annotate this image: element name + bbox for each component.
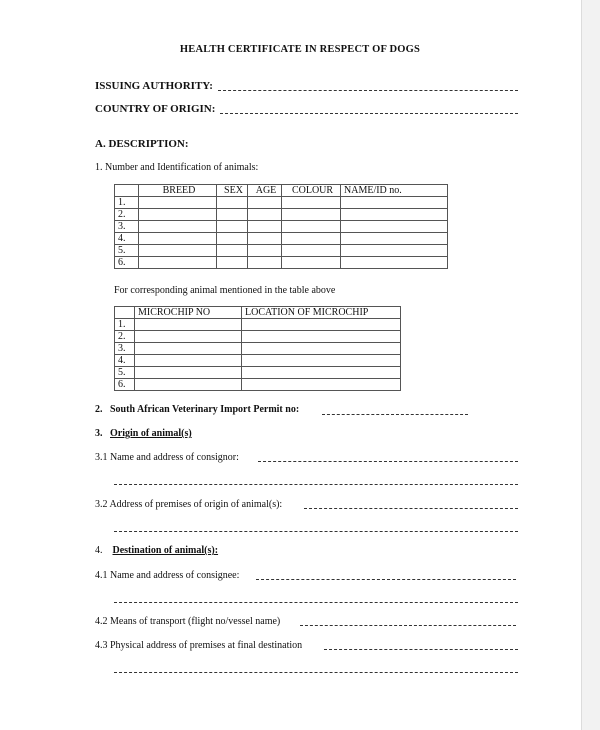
origin-label: Origin of animal(s)	[110, 428, 192, 439]
sex-cell[interactable]	[217, 197, 248, 209]
row-number: 6.	[115, 379, 135, 391]
name-id-cell[interactable]	[341, 209, 448, 221]
table-row	[115, 319, 401, 331]
microchip-no-cell[interactable]	[135, 355, 242, 367]
identification-label: 1. Number and Identification of animals:	[95, 162, 259, 173]
document-title: HEALTH CERTIFICATE IN RESPECT OF DOGS	[179, 44, 421, 55]
microchip-location-cell[interactable]	[242, 319, 401, 331]
table-row	[115, 367, 401, 379]
name-id-cell[interactable]	[341, 221, 448, 233]
animal-identification-table	[114, 184, 448, 269]
origin-heading	[95, 428, 192, 439]
consignor-label: 3.1 Name and address of consignor:	[95, 452, 239, 463]
row-number: 1.	[115, 319, 135, 331]
import-permit-label: South African Veterinary Import Permit no:	[110, 404, 300, 415]
row-number: 4.	[115, 355, 135, 367]
table-row	[115, 233, 448, 245]
colour-cell[interactable]	[282, 197, 341, 209]
age-cell[interactable]	[248, 209, 282, 221]
sex-cell[interactable]	[217, 233, 248, 245]
colour-cell[interactable]	[282, 209, 341, 221]
corresponding-note: For corresponding animal mentioned in the table above	[114, 285, 336, 296]
origin-premises-field[interactable]	[304, 508, 518, 509]
breed-cell[interactable]	[139, 233, 217, 245]
table-row	[115, 245, 448, 257]
microchip-no-header: MICROCHIP NO	[135, 307, 242, 319]
import-permit-row	[95, 404, 299, 415]
row-number-header	[115, 307, 135, 319]
origin-premises-label: 3.2 Address of premises of origin of animal(s):	[95, 499, 283, 510]
name-id-cell[interactable]	[341, 257, 448, 269]
sex-cell[interactable]	[217, 221, 248, 233]
transport-field[interactable]	[300, 625, 516, 626]
table-header-row	[115, 307, 401, 319]
row-number: 4.	[115, 233, 139, 245]
breed-cell[interactable]	[139, 197, 217, 209]
row-number: 2.	[115, 209, 139, 221]
section-a-heading: A. DESCRIPTION:	[95, 138, 189, 150]
final-destination-field-line-2[interactable]	[114, 672, 518, 673]
microchip-location-cell[interactable]	[242, 355, 401, 367]
breed-cell[interactable]	[139, 257, 217, 269]
consignee-field-line-2[interactable]	[114, 602, 518, 603]
item-3-number: 3.	[95, 428, 103, 439]
row-number-header	[115, 185, 139, 197]
consignee-field[interactable]	[256, 579, 516, 580]
row-number: 1.	[115, 197, 139, 209]
issuing-authority-field[interactable]	[218, 90, 518, 91]
microchip-no-cell[interactable]	[135, 343, 242, 355]
colour-cell[interactable]	[282, 245, 341, 257]
sex-cell[interactable]	[217, 257, 248, 269]
breed-header: BREED	[139, 185, 217, 197]
table-row	[115, 355, 401, 367]
table-row	[115, 343, 401, 355]
name-id-cell[interactable]	[341, 233, 448, 245]
microchip-location-header: LOCATION OF MICROCHIP	[242, 307, 401, 319]
age-cell[interactable]	[248, 221, 282, 233]
destination-heading	[95, 545, 218, 556]
item-4-number: 4.	[95, 545, 103, 556]
country-of-origin-label: COUNTRY OF ORIGIN:	[95, 103, 216, 115]
age-cell[interactable]	[248, 257, 282, 269]
colour-cell[interactable]	[282, 221, 341, 233]
row-number: 6.	[115, 257, 139, 269]
page-edge	[581, 0, 600, 730]
microchip-location-cell[interactable]	[242, 379, 401, 391]
microchip-no-cell[interactable]	[135, 367, 242, 379]
destination-label: Destination of animal(s):	[112, 545, 219, 556]
table-row	[115, 379, 401, 391]
row-number: 3.	[115, 343, 135, 355]
row-number: 3.	[115, 221, 139, 233]
colour-header: COLOUR	[282, 185, 341, 197]
table-row	[115, 197, 448, 209]
microchip-no-cell[interactable]	[135, 319, 242, 331]
age-cell[interactable]	[248, 197, 282, 209]
breed-cell[interactable]	[139, 245, 217, 257]
item-2-number: 2.	[95, 404, 103, 415]
breed-cell[interactable]	[139, 221, 217, 233]
final-destination-label: 4.3 Physical address of premises at final destination	[95, 640, 303, 651]
age-header: AGE	[248, 185, 282, 197]
table-row	[115, 257, 448, 269]
sex-cell[interactable]	[217, 209, 248, 221]
microchip-location-cell[interactable]	[242, 331, 401, 343]
issuing-authority-label: ISSUING AUTHORITY:	[95, 80, 213, 92]
microchip-table	[114, 306, 401, 391]
name-id-cell[interactable]	[341, 197, 448, 209]
consignor-field-line-2[interactable]	[114, 484, 518, 485]
import-permit-field[interactable]	[322, 414, 468, 415]
transport-label: 4.2 Means of transport (flight no/vessel name)	[95, 616, 281, 627]
colour-cell[interactable]	[282, 257, 341, 269]
country-of-origin-field[interactable]	[220, 113, 518, 114]
consignee-label: 4.1 Name and address of consignee:	[95, 570, 240, 581]
row-number: 2.	[115, 331, 135, 343]
table-row	[115, 209, 448, 221]
name-id-cell[interactable]	[341, 245, 448, 257]
microchip-location-cell[interactable]	[242, 343, 401, 355]
table-row	[115, 221, 448, 233]
microchip-location-cell[interactable]	[242, 367, 401, 379]
breed-cell[interactable]	[139, 209, 217, 221]
origin-premises-field-line-2[interactable]	[114, 531, 518, 532]
sex-header: SEX	[217, 185, 248, 197]
table-header-row	[115, 185, 448, 197]
row-number: 5.	[115, 367, 135, 379]
sex-cell[interactable]	[217, 245, 248, 257]
final-destination-field[interactable]	[324, 649, 518, 650]
colour-cell[interactable]	[282, 233, 341, 245]
consignor-field[interactable]	[258, 461, 518, 462]
table-row	[115, 331, 401, 343]
microchip-no-cell[interactable]	[135, 331, 242, 343]
age-cell[interactable]	[248, 245, 282, 257]
name-id-header: NAME/ID no.	[341, 185, 448, 197]
age-cell[interactable]	[248, 233, 282, 245]
microchip-no-cell[interactable]	[135, 379, 242, 391]
row-number: 5.	[115, 245, 139, 257]
